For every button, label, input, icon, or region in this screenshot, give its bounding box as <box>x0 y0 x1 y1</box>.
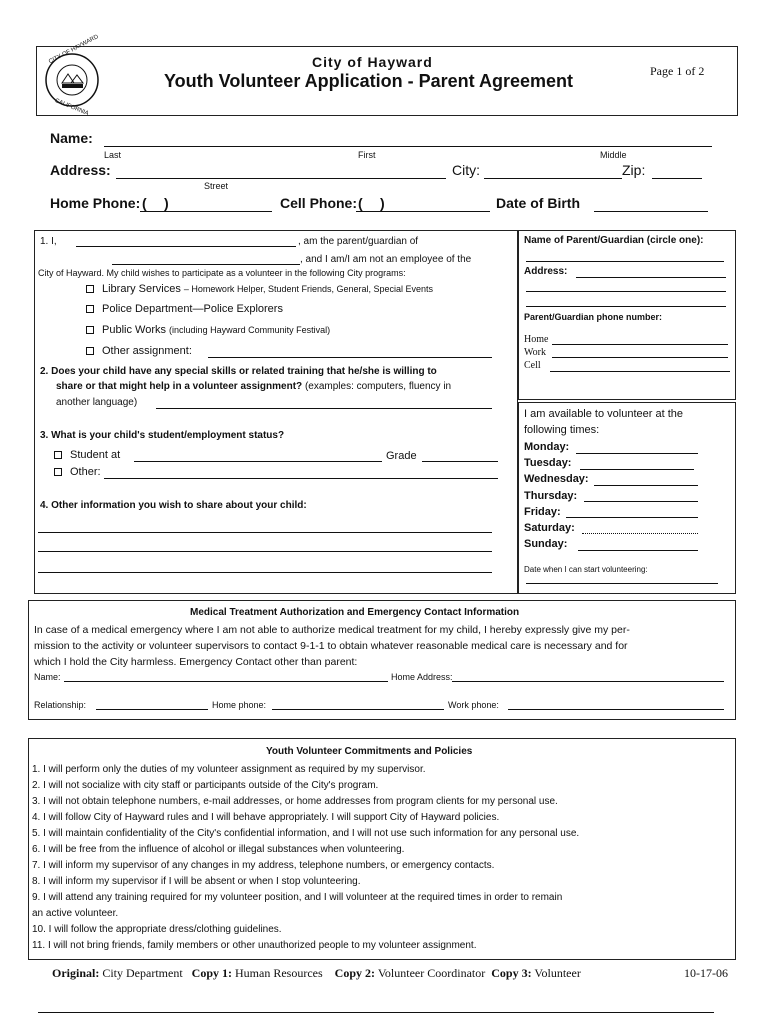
library-checkbox[interactable] <box>86 285 94 293</box>
home-phone-field[interactable] <box>140 211 272 212</box>
other-info-line-2[interactable] <box>38 551 492 552</box>
guardian-address-field-3[interactable] <box>526 306 726 307</box>
emergency-home-phone-field[interactable] <box>272 709 444 710</box>
avail-intro-2: following times: <box>524 424 600 436</box>
emergency-work-phone-label: Work phone: <box>448 700 499 710</box>
status-other[interactable] <box>54 466 101 478</box>
street-caption: Street <box>204 181 229 191</box>
emergency-work-phone-field[interactable] <box>508 709 724 710</box>
guardian-address-field-1[interactable] <box>576 277 726 278</box>
seal-text-top: CITY OF HAYWARD <box>48 34 100 66</box>
q2-line1: 2. Does your child have any special skills or related training that he/she is willing to <box>40 366 437 377</box>
day-sunday-field[interactable] <box>578 550 698 551</box>
middle-caption: Middle <box>600 150 627 160</box>
policy-item: 10. I will follow the appropriate dress/clothing guidelines. <box>32 924 282 935</box>
city-label: City: <box>452 162 480 178</box>
emergency-name-field[interactable] <box>64 681 388 682</box>
program-police[interactable] <box>86 303 283 315</box>
guardian-address-field-2[interactable] <box>526 291 726 292</box>
relationship-label: Relationship: <box>34 700 87 710</box>
q1-employee-text: , and I am/I am not an employee of the <box>300 254 472 265</box>
avail-intro-1: I am available to volunteer at the <box>524 408 683 420</box>
q2-line2b: (examples: computers, fluency in <box>304 381 452 392</box>
city-name: City of Hayward <box>312 54 433 70</box>
cell-phone-paren-close: ) <box>380 195 385 211</box>
home-phone-paren-close: ) <box>164 195 169 211</box>
q4-question: 4. Other information you wish to share about your child: <box>40 500 307 511</box>
footer-rule <box>38 1012 714 1013</box>
guardian-work-phone-field[interactable] <box>552 357 728 358</box>
policy-item: 8. I will inform my supervisor if I will be absent or when I stop volunteering. <box>32 876 361 887</box>
copy3-value: Volunteer <box>534 966 581 980</box>
guardian-cell-phone-field[interactable] <box>550 371 730 372</box>
form-title: Youth Volunteer Application - Parent Agreement <box>164 71 574 91</box>
emergency-address-label: Home Address: <box>391 672 453 682</box>
seal-text-bottom: CALIFORNIA <box>53 98 90 118</box>
copy2-label: Copy 2: <box>334 966 376 980</box>
medical-line-2: mission to the activity or volunteer supervisors to contact 9-1-1 to obtain whatever reasonable medical care is necessary and for <box>34 640 628 652</box>
guardian-address-label: Address: <box>524 266 568 277</box>
dob-label: Date of Birth <box>496 195 580 211</box>
police-checkbox[interactable] <box>86 305 94 313</box>
start-date-field[interactable] <box>526 583 718 584</box>
relationship-field[interactable] <box>96 709 208 710</box>
name-field[interactable] <box>104 146 712 147</box>
grade-label: Grade <box>386 450 417 462</box>
copy3-label: Copy 3: <box>491 966 532 980</box>
city-field[interactable] <box>484 178 622 179</box>
guardian-name-field[interactable] <box>526 261 724 262</box>
public-works-label: Public Works <box>102 324 166 336</box>
policy-item: 3. I will not obtain telephone numbers, e-mail addresses, or home addresses from program clients for my personal use. <box>32 796 558 807</box>
cell-phone-label: Cell Phone: <box>280 195 358 211</box>
form-date: 10-17-06 <box>684 966 728 980</box>
school-field[interactable] <box>134 461 382 462</box>
day-thursday-field[interactable] <box>584 501 698 502</box>
other-info-line-3[interactable] <box>38 572 492 573</box>
child-name-field[interactable] <box>112 264 300 265</box>
copy2-value: Volunteer Coordinator <box>377 966 486 980</box>
policies-title: Youth Volunteer Commitments and Policies <box>266 746 473 757</box>
skills-field[interactable] <box>156 408 492 409</box>
grade-field[interactable] <box>422 461 498 462</box>
other-assignment-label: Other assignment: <box>102 345 192 357</box>
policy-item: 2. I will not socialize with city staff or participants outside of the City's program. <box>32 780 379 791</box>
address-label: Address: <box>50 162 111 178</box>
q2-line3: another language) <box>56 397 138 408</box>
policy-item: 6. I will be free from the influence of alcohol or illegal substances when volunteering. <box>32 844 405 855</box>
day-thursday-label: Thursday: <box>524 490 578 502</box>
address-field[interactable] <box>116 178 446 179</box>
police-label: Police Department—Police Explorers <box>102 303 283 315</box>
day-saturday-label: Saturday: <box>524 522 575 534</box>
day-friday-field[interactable] <box>566 517 698 518</box>
student-label: Student at <box>70 449 121 461</box>
copy-distribution <box>52 966 581 981</box>
public-works-checkbox[interactable] <box>86 326 94 334</box>
library-label: Library Services <box>102 283 181 295</box>
day-sunday-label: Sunday: <box>524 538 568 550</box>
guardian-cell-label: Cell <box>524 360 541 371</box>
q1-parent-text: , am the parent/guardian of <box>298 236 419 247</box>
day-wednesday-field[interactable] <box>594 485 698 486</box>
copy1-label: Copy 1: <box>191 966 233 980</box>
policy-item: an active volunteer. <box>32 908 119 919</box>
q1-wishes-text: City of Hayward. My child wishes to participate as a volunteer in the following City programs: <box>38 268 406 278</box>
day-tuesday-field[interactable] <box>580 469 694 470</box>
status-other-checkbox[interactable] <box>54 468 62 476</box>
first-caption: First <box>358 150 376 160</box>
parent-name-field[interactable] <box>76 246 296 247</box>
q3-question: 3. What is your child's student/employment status? <box>40 430 285 441</box>
dob-field[interactable] <box>594 211 708 212</box>
emergency-home-phone-label: Home phone: <box>212 700 267 710</box>
program-library[interactable] <box>86 283 433 295</box>
status-other-field[interactable] <box>104 478 498 479</box>
program-public-works[interactable] <box>86 324 330 336</box>
day-saturday-field[interactable] <box>582 533 698 534</box>
policy-item: 9. I will attend any training required for my volunteer position, and I will volunteer at the required times in order to remain <box>32 892 563 903</box>
student-checkbox[interactable] <box>54 451 62 459</box>
day-monday-field[interactable] <box>576 453 698 454</box>
guardian-home-label: Home <box>524 334 549 345</box>
home-phone-paren-open: ( <box>142 195 147 211</box>
emergency-name-label: Name: <box>34 672 61 682</box>
policy-item: 1. I will perform only the duties of my volunteer assignment as required by my supervisor. <box>32 764 426 775</box>
other-checkbox[interactable] <box>86 347 94 355</box>
policy-item: 11. I will not bring friends, family members or other unauthorized people to my volunteer assignment. <box>32 940 477 951</box>
emergency-address-field[interactable] <box>452 681 724 682</box>
original-value: City Department <box>102 966 183 980</box>
day-wednesday-label: Wednesday: <box>524 473 589 485</box>
guardian-work-label: Work <box>524 347 546 358</box>
zip-label: Zip: <box>622 162 646 178</box>
other-info-line-1[interactable] <box>38 532 492 533</box>
medical-line-1: In case of a medical emergency where I am not able to authorize medical treatment for my child, I hereby expressly give my per- <box>34 624 630 636</box>
guardian-phone-label: Parent/Guardian phone number: <box>524 312 663 322</box>
guardian-name-label: Name of Parent/Guardian (circle one): <box>524 235 704 246</box>
other-assignment-field[interactable] <box>208 357 492 358</box>
name-label: Name: <box>50 130 93 146</box>
status-other-label: Other: <box>70 466 101 478</box>
program-other[interactable] <box>86 345 192 357</box>
page-number: Page 1 of 2 <box>650 64 705 78</box>
copy1-value: Human Resources <box>235 966 323 980</box>
policy-item: 7. I will inform my supervisor of any changes in my address, telephone numbers, or emergency contacts. <box>32 860 495 871</box>
cell-phone-field[interactable] <box>356 211 490 212</box>
zip-field[interactable] <box>652 178 702 179</box>
cell-phone-paren-open: ( <box>358 195 363 211</box>
q2-line2 <box>56 381 451 392</box>
status-student[interactable] <box>54 449 120 461</box>
home-phone-label: Home Phone: <box>50 195 141 211</box>
policy-item: 4. I will follow City of Hayward rules and I will behave appropriately. I will support City of Hayward policies. <box>32 812 500 823</box>
public-works-sub: (including Hayward Community Festival) <box>169 325 331 335</box>
day-monday-label: Monday: <box>524 441 570 453</box>
q1-start: 1. I, <box>40 236 57 247</box>
medical-title: Medical Treatment Authorization and Emergency Contact Information <box>190 607 520 618</box>
start-date-label: Date when I can start volunteering: <box>524 565 648 574</box>
guardian-home-phone-field[interactable] <box>552 344 728 345</box>
policy-item: 5. I will maintain confidentiality of the City's confidential information, and I will not use such information for any personal use. <box>32 828 580 839</box>
medical-line-3: which I hold the City harmless. Emergency Contact other than parent: <box>34 656 358 668</box>
day-friday-label: Friday: <box>524 506 561 518</box>
q2-line2a: share or that might help in a volunteer assignment? <box>56 381 303 392</box>
library-sub: – Homework Helper, Student Friends, General, Special Events <box>183 284 434 294</box>
original-label: Original: <box>52 966 100 980</box>
last-caption: Last <box>104 150 122 160</box>
day-tuesday-label: Tuesday: <box>524 457 572 469</box>
